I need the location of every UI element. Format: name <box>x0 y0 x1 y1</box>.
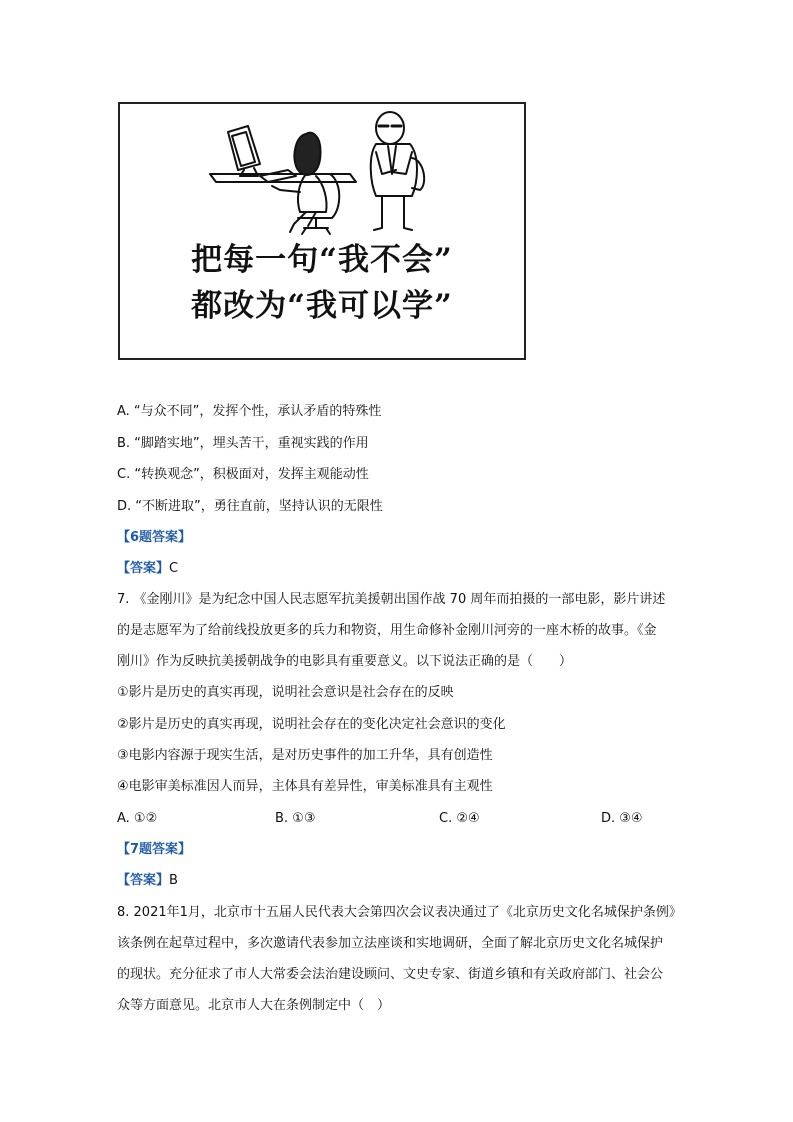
cartoon-caption-line1: 把每一句“我不会” <box>191 242 453 278</box>
q6-option-c: C. “转换观念”，积极面对，发挥主观能动性 <box>117 467 369 482</box>
answer-tag: 【答案】 <box>117 873 170 888</box>
q6-answer <box>117 559 178 579</box>
answer-value: B <box>169 873 178 888</box>
q7-answer <box>117 871 178 891</box>
q8-stem-line1: 8. 2021年1月，北京市十五届人民代表大会第四次会议表决通过了《北京历史文化名城保护条例》 <box>117 905 682 920</box>
q7-stem-line2: 的是志愿军为了给前线投放更多的兵力和物资，用生命修补金刚川河旁的一座木桥的故事。《金 <box>117 623 657 638</box>
q7-statement-1: ①影片是历史的真实再现，说明社会意识是社会存在的反映 <box>117 685 454 700</box>
q7-choice-d: D. ③④ <box>601 811 643 826</box>
q7-choice-b: B. ①③ <box>275 811 316 826</box>
q7-statement-2: ②影片是历史的真实再现，说明社会存在的变化决定社会意识的变化 <box>117 717 506 732</box>
q8-stem-line4: 众等方面意见。北京市人大在条例制定中（ ） <box>117 998 391 1013</box>
q7-statement-4: ④电影审美标准因人而异，主体具有差异性，审美标准具有主观性 <box>117 779 493 794</box>
q8-stem-line2: 该条例在起草过程中，多次邀请代表参加立法座谈和实地调研，全面了解北京历史文化名城保护 <box>117 936 664 951</box>
q6-option-a: A. “与众不同”，发挥个性，承认矛盾的特殊性 <box>117 404 382 419</box>
q6-option-b: B. “脚踏实地”，埋头苦干，重视实践的作用 <box>117 436 369 451</box>
answer-value: C <box>169 561 179 576</box>
q7-stem-line3: 刚川》作为反映抗美援朝战争的电影具有重要意义。以下说法正确的是（ ） <box>117 654 573 669</box>
q7-choice-c: C. ②④ <box>439 811 480 826</box>
q7-choice-a: A. ①② <box>117 811 158 826</box>
cartoon-illustration <box>118 102 526 360</box>
q6-option-d: D. “不断进取”，勇往直前，坚持认识的无限性 <box>117 499 383 514</box>
q8-stem-line3: 的现状。充分征求了市人大常委会法治建设顾问、文史专家、街道乡镇和有关政府部门、社会公 <box>117 967 664 982</box>
q7-statement-3: ③电影内容源于现实生活，是对历史事件的加工升华，具有创造性 <box>117 748 493 763</box>
q7-answer-header: 【7题答案】 <box>117 842 192 857</box>
answer-tag: 【答案】 <box>117 561 170 576</box>
q6-answer-header: 【6题答案】 <box>117 530 192 545</box>
q7-stem-line1: 7. 《金刚川》是为纪念中国人民志愿军抗美援朝出国作战 70 周年而拍摄的一部电影，影片讲述 <box>117 592 666 607</box>
cartoon-caption-line2: 都改为“我可以学” <box>191 288 453 324</box>
